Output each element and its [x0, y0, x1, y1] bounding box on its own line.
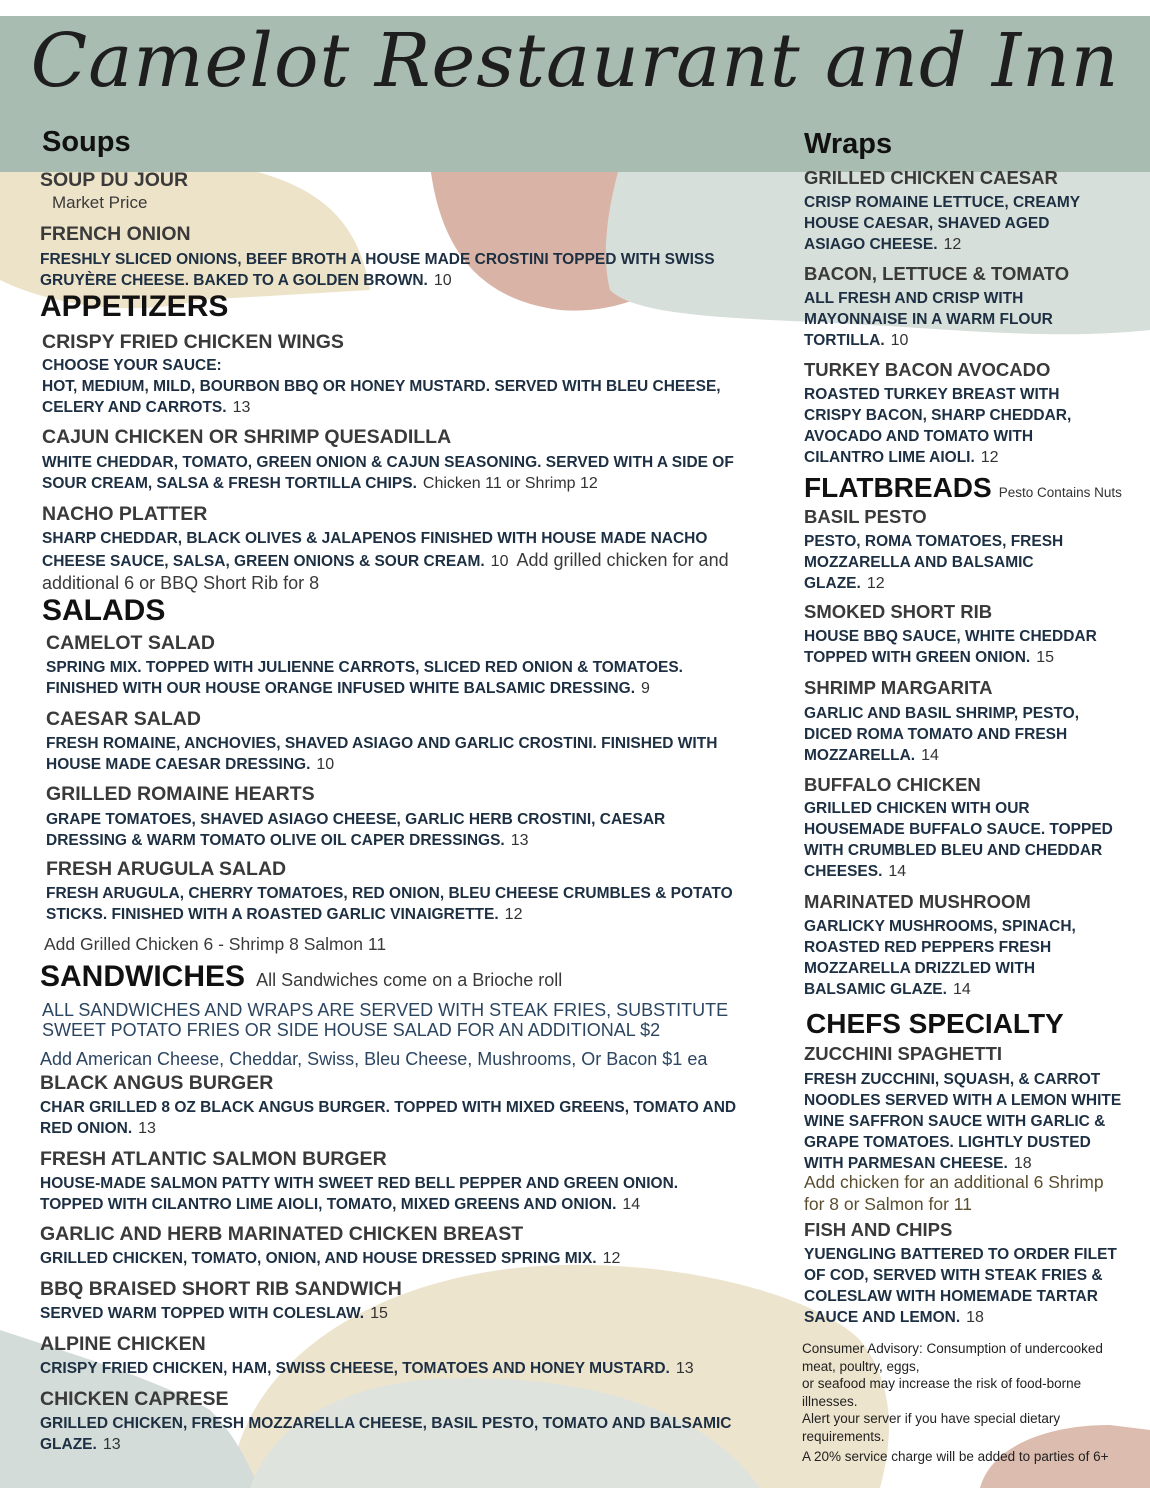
nacho-platter-name: NACHO PLATTER — [42, 503, 208, 525]
caesar-salad-desc: FRESH ROMAINE, ANCHOVIES, SHAVED ASIAGO AND GARLIC CROSTINI. FINISHED WITH HOUSE MADE CAESAR DRESSING. 10 — [46, 735, 718, 773]
camelot-salad-name: CAMELOT SALAD — [46, 632, 215, 654]
angus-burger-desc: CHAR GRILLED 8 OZ BLACK ANGUS BURGER. TOPPED WITH MIXED GREENS, TOMATO AND RED ONION. 13 — [40, 1099, 737, 1137]
buffalo-chicken-price: 14 — [888, 863, 907, 880]
romaine-hearts-price: 13 — [510, 832, 529, 849]
chicken-caprese-name: CHICKEN CAPRESE — [40, 1388, 229, 1410]
sandwiches-header — [40, 960, 780, 994]
flatbreads-header — [804, 472, 1144, 504]
fish-and-chips-name: FISH AND CHIPS — [804, 1219, 953, 1240]
nacho-platter-addon: Add grilled chicken for and additional 6 or BBQ Short Rib for 8 — [42, 550, 729, 593]
blt-wrap-price: 10 — [890, 332, 909, 349]
quesadilla-desc: WHITE CHEDDAR, TOMATO, GREEN ONION & CAJUN SEASONING. SERVED WITH A SIDE OF SOUR CREAM, SALSA & FRESH TORTILLA CHIPS. Chicken 11 or Shrimp 12 — [42, 454, 734, 492]
romaine-hearts-desc: GRAPE TOMATOES, SHAVED ASIAGO CHEESE, GARLIC HERB CROSTINI, CAESAR DRESSING & WARM TOMATO OLIVE OIL CAPER DRESSINGS. 13 — [46, 811, 666, 849]
salmon-burger-price: 14 — [622, 1196, 641, 1213]
basil-pesto-desc: PESTO, ROMA TOMATOES, FRESH MOZZARELLA AND BALSAMIC GLAZE. 12 — [804, 533, 1064, 592]
camelot-salad-desc: SPRING MIX. TOPPED WITH JULIENNE CARROTS, SLICED RED ONION & TOMATOES. FINISHED WITH OUR HOUSE ORANGE INFUSED WHITE BALSAMIC DRESSING. 9 — [46, 659, 683, 697]
zucchini-spaghetti-name: ZUCCHINI SPAGHETTI — [804, 1043, 1003, 1064]
chicken-caesar-wrap-name: GRILLED CHICKEN CAESAR — [804, 167, 1058, 188]
restaurant-title: Camelot Restaurant and Inn — [30, 18, 1120, 104]
nacho-platter-desc: SHARP CHEDDAR, BLACK OLIVES & JALAPENOS FINISHED WITH HOUSE MADE NACHO CHEESE SAUCE, SALSA, GREEN ONIONS & SOUR CREAM. 10 Add grilled chicken for and additional 6 or BBQ Short Rib for 8 — [42, 530, 729, 593]
alpine-chicken-desc: CRISPY FRIED CHICKEN, HAM, SWISS CHEESE, TOMATOES AND HONEY MUSTARD. 13 — [40, 1360, 694, 1377]
arugula-salad-price: 12 — [504, 906, 523, 923]
french-onion-name: FRENCH ONION — [40, 223, 191, 245]
soup-du-jour-price: Market Price — [52, 193, 148, 212]
chicken-caesar-wrap-desc: CRISP ROMAINE LETTUCE, CREAMY HOUSE CAESAR, SHAVED AGED ASIAGO CHEESE. 12 — [804, 194, 1080, 253]
basil-pesto-name: BASIL PESTO — [804, 506, 927, 527]
wings-desc: CHOOSE YOUR SAUCE: HOT, MEDIUM, MILD, BOURBON BBQ OR HONEY MUSTARD. SERVED WITH BLEU CHEESE, CELERY AND CARROTS. 13 — [42, 357, 721, 416]
advisory-line-2: or seafood may increase the risk of food-borne illnesses. — [802, 1376, 1082, 1409]
french-onion-price: 10 — [433, 272, 452, 289]
salmon-burger-name: FRESH ATLANTIC SALMON BURGER — [40, 1148, 387, 1170]
wings-name: CRISPY FRIED CHICKEN WINGS — [42, 331, 344, 353]
chicken-caprese-desc: GRILLED CHICKEN, FRESH MOZZARELLA CHEESE, BASIL PESTO, TOMATO AND BALSAMIC GLAZE. 13 — [40, 1415, 732, 1453]
chicken-breast-price: 12 — [602, 1250, 621, 1267]
soup-du-jour-name: SOUP DU JOUR — [40, 169, 189, 191]
fish-and-chips-desc: YUENGLING BATTERED TO ORDER FILET OF COD, SERVED WITH STEAK FRIES & COLESLAW WITH HOMEMADE TARTAR SAUCE AND LEMON. 18 — [804, 1246, 1117, 1326]
salmon-burger-desc: HOUSE-MADE SALMON PATTY WITH SWEET RED BELL PEPPER AND GREEN ONION. TOPPED WITH CILANTRO LIME AIOLI, TOMATO, MIXED GREENS AND ONION. 14 — [40, 1175, 679, 1213]
advisory-line-1: Consumer Advisory: Consumption of undercooked meat, poultry, eggs, — [802, 1341, 1103, 1374]
blt-wrap-name: BACON, LETTUCE & TOMATO — [804, 263, 1070, 284]
short-rib-sandwich-desc: SERVED WARM TOPPED WITH COLESLAW. 15 — [40, 1305, 388, 1322]
smoked-short-rib-desc: HOUSE BBQ SAUCE, WHITE CHEDDAR TOPPED WITH GREEN ONION. 15 — [804, 628, 1097, 666]
service-charge-note: A 20% service charge will be added to parties of 6+ — [802, 1449, 1109, 1464]
turkey-wrap-price: 12 — [980, 449, 999, 466]
zucchini-spaghetti-price: 18 — [1013, 1155, 1032, 1172]
caesar-salad-price: 10 — [316, 756, 335, 773]
chicken-caesar-wrap-price: 12 — [943, 236, 962, 253]
alpine-chicken-name: ALPINE CHICKEN — [40, 1333, 206, 1355]
sandwiches-notice: ALL SANDWICHES AND WRAPS ARE SERVED WITH STEAK FRIES, SUBSTITUTE SWEET POTATO FRIES OR SIDE HOUSE SALAD FOR AN ADDITIONAL $2 — [42, 1000, 729, 1040]
romaine-hearts-name: GRILLED ROMAINE HEARTS — [46, 783, 315, 805]
flatbreads-subnote: Pesto Contains Nuts — [998, 485, 1122, 500]
shrimp-margarita-price: 14 — [921, 747, 939, 764]
fish-and-chips-price: 18 — [966, 1309, 984, 1326]
blt-wrap-desc: ALL FRESH AND CRISP WITH MAYONNAISE IN A WARM FLOUR TORTILLA. 10 — [804, 290, 1053, 349]
angus-burger-name: BLACK ANGUS BURGER — [40, 1072, 274, 1094]
shrimp-margarita-desc: GARLIC AND BASIL SHRIMP, PESTO, DICED ROMA TOMATO AND FRESH MOZZARELLA. 14 — [804, 705, 1080, 764]
nacho-platter-price: 10 — [490, 553, 509, 570]
caesar-salad-name: CAESAR SALAD — [46, 708, 201, 730]
salads-heading: SALADS — [42, 594, 166, 627]
soups-heading: Soups — [42, 126, 131, 158]
quesadilla-name: CAJUN CHICKEN OR SHRIMP QUESADILLA — [42, 426, 452, 448]
short-rib-sandwich-name: BBQ BRAISED SHORT RIB SANDWICH — [40, 1278, 402, 1300]
buffalo-chicken-desc: GRILLED CHICKEN WITH OUR HOUSEMADE BUFFALO SAUCE. TOPPED WITH CRUMBLED BLEU AND CHEDDAR CHEESES. 14 — [804, 800, 1113, 880]
arugula-salad-name: FRESH ARUGULA SALAD — [46, 858, 287, 880]
sandwiches-heading: SANDWICHES — [40, 960, 246, 993]
short-rib-sandwich-price: 15 — [370, 1305, 388, 1322]
french-onion-desc: FRESHLY SLICED ONIONS, BEEF BROTH A HOUSE MADE CROSTINI TOPPED WITH SWISS GRUYÈRE CHEESE. BAKED TO A GOLDEN BROWN. 10 — [40, 251, 715, 289]
smoked-short-rib-name: SMOKED SHORT RIB — [804, 601, 993, 622]
turkey-wrap-desc: ROASTED TURKEY BREAST WITH CRISPY BACON, SHARP CHEDDAR, AVOCADO AND TOMATO WITH CILANTRO LIME AIOLI. 12 — [804, 386, 1072, 466]
alpine-chicken-price: 13 — [675, 1360, 694, 1377]
advisory-line-3: Alert your server if you have special dietary requirements. — [802, 1411, 1061, 1444]
salad-addon: Add Grilled Chicken 6 - Shrimp 8 Salmon 11 — [44, 934, 387, 954]
chicken-caprese-price: 13 — [102, 1436, 121, 1453]
shrimp-margarita-name: SHRIMP MARGARITA — [804, 677, 993, 698]
arugula-salad-desc: FRESH ARUGULA, CHERRY TOMATOES, RED ONION, BLEU CHEESE CRUMBLES & POTATO STICKS. FINISHED WITH A ROASTED GARLIC VINAIGRETTE. 12 — [46, 885, 733, 923]
wings-price: 13 — [232, 399, 251, 416]
appetizers-heading: APPETIZERS — [40, 290, 229, 323]
angus-burger-price: 13 — [138, 1120, 156, 1137]
sandwiches-addon: Add American Cheese, Cheddar, Swiss, Bleu Cheese, Mushrooms, Or Bacon $1 ea — [40, 1049, 708, 1069]
camelot-salad-price: 9 — [641, 680, 650, 697]
marinated-mushroom-price: 14 — [952, 981, 971, 998]
buffalo-chicken-name: BUFFALO CHICKEN — [804, 774, 981, 795]
basil-pesto-price: 12 — [866, 575, 885, 592]
flatbreads-heading: FLATBREADS — [804, 472, 992, 503]
chefs-specialty-heading: CHEFS SPECIALTY — [806, 1008, 1064, 1039]
turkey-wrap-name: TURKEY BACON AVOCADO — [804, 359, 1051, 380]
quesadilla-price: Chicken 11 or Shrimp 12 — [422, 475, 598, 492]
marinated-mushroom-desc: GARLICKY MUSHROOMS, SPINACH, ROASTED RED PEPPERS FRESH MOZZARELLA DRIZZLED WITH BALSAMIC GLAZE. 14 — [804, 918, 1076, 998]
marinated-mushroom-name: MARINATED MUSHROOM — [804, 891, 1031, 912]
chicken-breast-name: GARLIC AND HERB MARINATED CHICKEN BREAST — [40, 1223, 524, 1245]
sandwiches-subnote: All Sandwiches come on a Brioche roll — [256, 970, 563, 990]
wraps-heading: Wraps — [804, 128, 893, 160]
smoked-short-rib-price: 15 — [1036, 649, 1054, 666]
chicken-breast-desc: GRILLED CHICKEN, TOMATO, ONION, AND HOUSE DRESSED SPRING MIX. 12 — [40, 1250, 621, 1267]
consumer-advisory — [802, 1340, 1132, 1466]
zucchini-spaghetti-addon: Add chicken for an additional 6 Shrimp for 8 or Salmon for 11 — [804, 1172, 1104, 1214]
zucchini-spaghetti-desc: FRESH ZUCCHINI, SQUASH, & CARROT NOODLES SERVED WITH A LEMON WHITE WINE SAFFRON SAUCE WITH GARLIC & GRAPE TOMATOES. LIGHTLY DUSTED WITH PARMESAN CHEESE. 18 — [804, 1071, 1122, 1172]
